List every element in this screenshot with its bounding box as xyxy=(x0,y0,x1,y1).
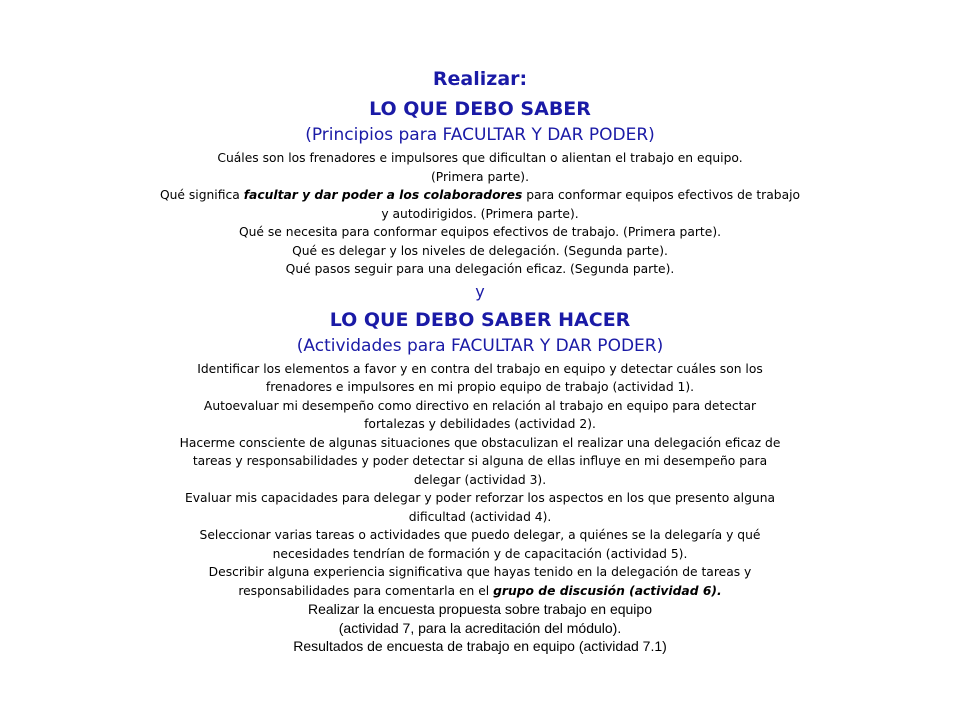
list-item xyxy=(0,186,960,205)
list-item xyxy=(0,582,960,601)
section-subheading-principios: (Principios para FACULTAR Y DAR PODER) xyxy=(305,125,655,145)
list-item: Seleccionar varias tareas o actividades que puedo delegar, a quiénes se la delegaría y qué xyxy=(199,528,761,542)
list-item: fortalezas y debilidades (actividad 2). xyxy=(364,417,596,431)
list-item: Identificar los elementos a favor y en contra del trabajo en equipo y detectar cuáles son los xyxy=(197,361,763,376)
list-item-text: responsabilidades para comentarla en el xyxy=(238,583,494,598)
list-item-text: Qué significa xyxy=(159,188,244,202)
list-item: Hacerme consciente de algunas situaciones que obstaculizan el realizar una delegación eficaz de xyxy=(179,435,781,450)
section-heading-saber: LO QUE DEBO SABER xyxy=(369,98,591,120)
realizar-heading: Realizar: xyxy=(432,68,528,90)
list-item: (actividad 7, para la acreditación del módulo). xyxy=(338,619,622,636)
emphasis-text: facultar y dar poder a los colaboradores xyxy=(243,188,523,202)
list-item: dificultad (actividad 4). xyxy=(408,509,552,524)
saber-hacer-list xyxy=(0,360,960,601)
list-item: Evaluar mis capacidades para delegar y poder reforzar los aspectos en los que presento alguna xyxy=(184,491,776,505)
list-item: Cuáles son los frenadores e impulsores que dificultan o alientan el trabajo en equipo. xyxy=(217,151,743,165)
list-item: Qué se necesita para conformar equipos efectivos de trabajo. (Primera parte). xyxy=(238,225,722,239)
list-item: Describir alguna experiencia significativa que hayas tenido en la delegación de tareas y xyxy=(208,565,752,579)
list-item: Autoevaluar mi desempeño como directivo en relación al trabajo en equipo para detectar xyxy=(203,398,757,413)
list-item: y autodirigidos. (Primera parte). xyxy=(381,206,579,221)
list-item: frenadores e impulsores en mi propio equipo de trabajo (actividad 1). xyxy=(265,380,695,394)
list-item: Qué pasos seguir para una delegación eficaz. (Segunda parte). xyxy=(285,262,675,276)
list-item: delegar (actividad 3). xyxy=(413,472,547,487)
section-heading-saber-hacer: LO QUE DEBO SABER HACER xyxy=(329,308,631,331)
list-item: tareas y responsabilidades y poder detectar si alguna de ellas influye en mi desempeño para xyxy=(192,454,768,468)
list-item-text: para conformar equipos efectivos de trabajo xyxy=(522,188,801,202)
list-item: Realizar la encuesta propuesta sobre trabajo en equipo xyxy=(307,601,652,617)
encuesta-block xyxy=(0,600,960,656)
separator-y: y xyxy=(475,281,485,301)
saber-list xyxy=(0,149,960,279)
list-item: Resultados de encuesta de trabajo en equipo (actividad 7.1) xyxy=(293,638,667,654)
emphasis-text: grupo de discusión (actividad 6). xyxy=(493,583,722,598)
list-item: Qué es delegar y los niveles de delegación. (Segunda parte). xyxy=(292,243,668,258)
list-item: (Primera parte). xyxy=(430,169,529,184)
section-subheading-actividades: (Actividades para FACULTAR Y DAR PODER) xyxy=(296,335,664,356)
list-item: necesidades tendrían de formación y de capacitación (actividad 5). xyxy=(272,546,688,561)
